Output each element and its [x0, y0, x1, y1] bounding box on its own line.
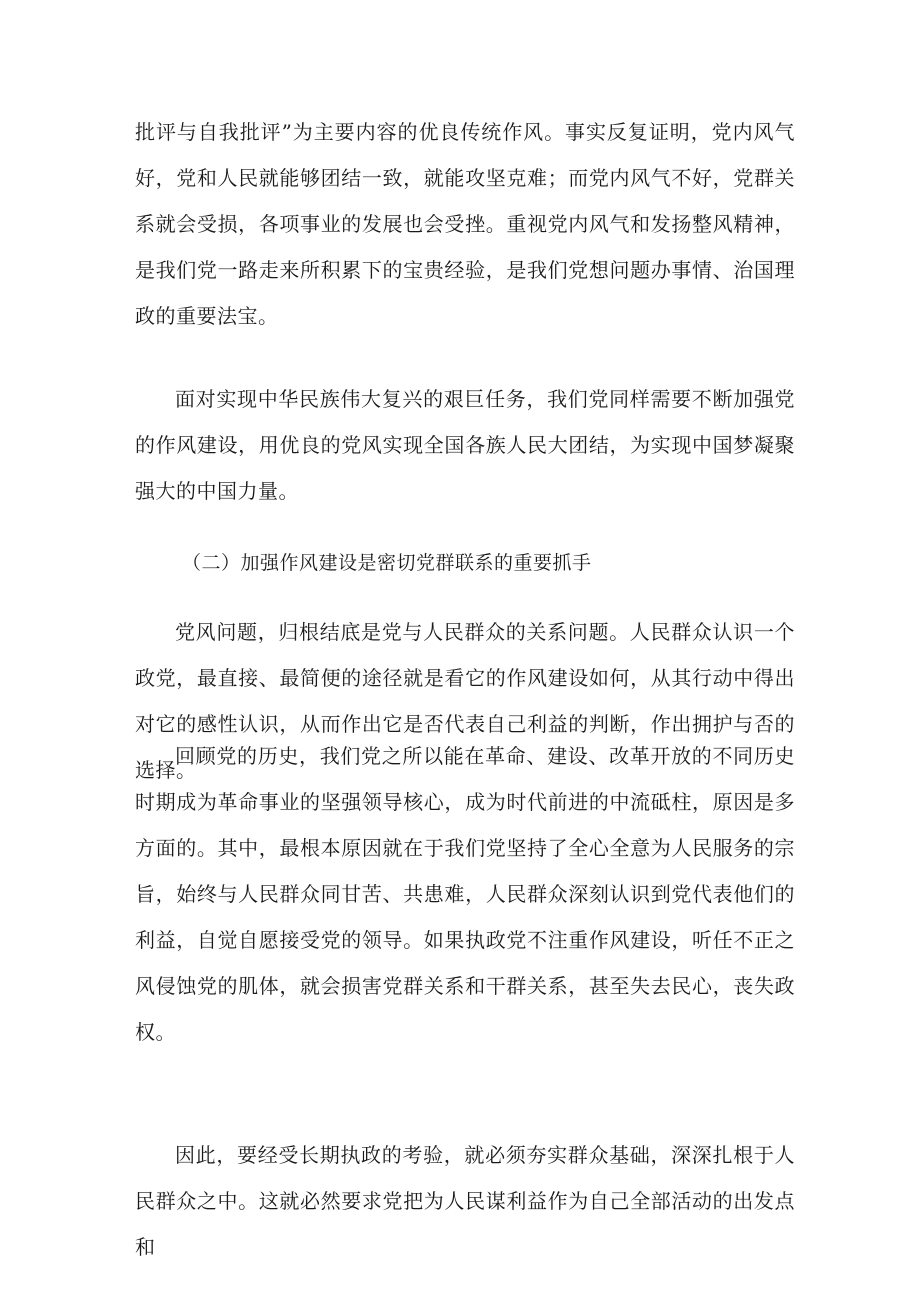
paragraph-party-style: 党风问题，归根结底是党与人民群众的关系问题。人民群众认识一个政党，最直接、最简便的途径就是看它的作风建设如何，从其行动中得出对它的感性认识，从而作出它是否代表自己利益的判断，作出拥护与否的选择。: [135, 620, 795, 782]
paragraph-therefore: 因此，要经受长期执政的考验，就必须夯实群众基础，深深扎根于人民群众之中。这就必然要求党把为人民谋利益作为自己全部活动的出发点和: [135, 1143, 795, 1259]
paragraph-rejuvenation: 面对实现中华民族伟大复兴的艰巨任务，我们党同样需要不断加强党的作风建设，用优良的党风实现全国各族人民大团结，为实现中国梦凝聚强大的中国力量。: [135, 387, 795, 503]
section-heading: （二）加强作风建设是密切党群联系的重要抓手: [182, 552, 592, 574]
paragraph-continuation: 批评与自我批评”为主要内容的优良传统作风。事实反复证明，党内风气好，党和人民就能够团结一致，就能攻坚克难；而党内风气不好，党群关系就会受损，各项事业的发展也会受挫。重视党内风气和发扬整风精神，是我们党一路走来所积累下的宝贵经验，是我们党想问题办事情、治国理政的重要法宝。: [135, 120, 795, 328]
paragraph-history-review: 回顾党的历史，我们党之所以能在革命、建设、改革开放的不同历史时期成为革命事业的坚强领导核心，成为时代前进的中流砥柱，原因是多方面的。其中，最根本原因就在于我们党坚持了全心全意为人民服务的宗旨，始终与人民群众同甘苦、共患难，人民群众深刻认识到党代表他们的利益，自觉自愿接受党的领导。如果执政党不注重作风建设，听任不正之风侵蚀党的肌体，就会损害党群关系和干群关系，甚至失去民心，丧失政权。: [135, 744, 795, 1044]
